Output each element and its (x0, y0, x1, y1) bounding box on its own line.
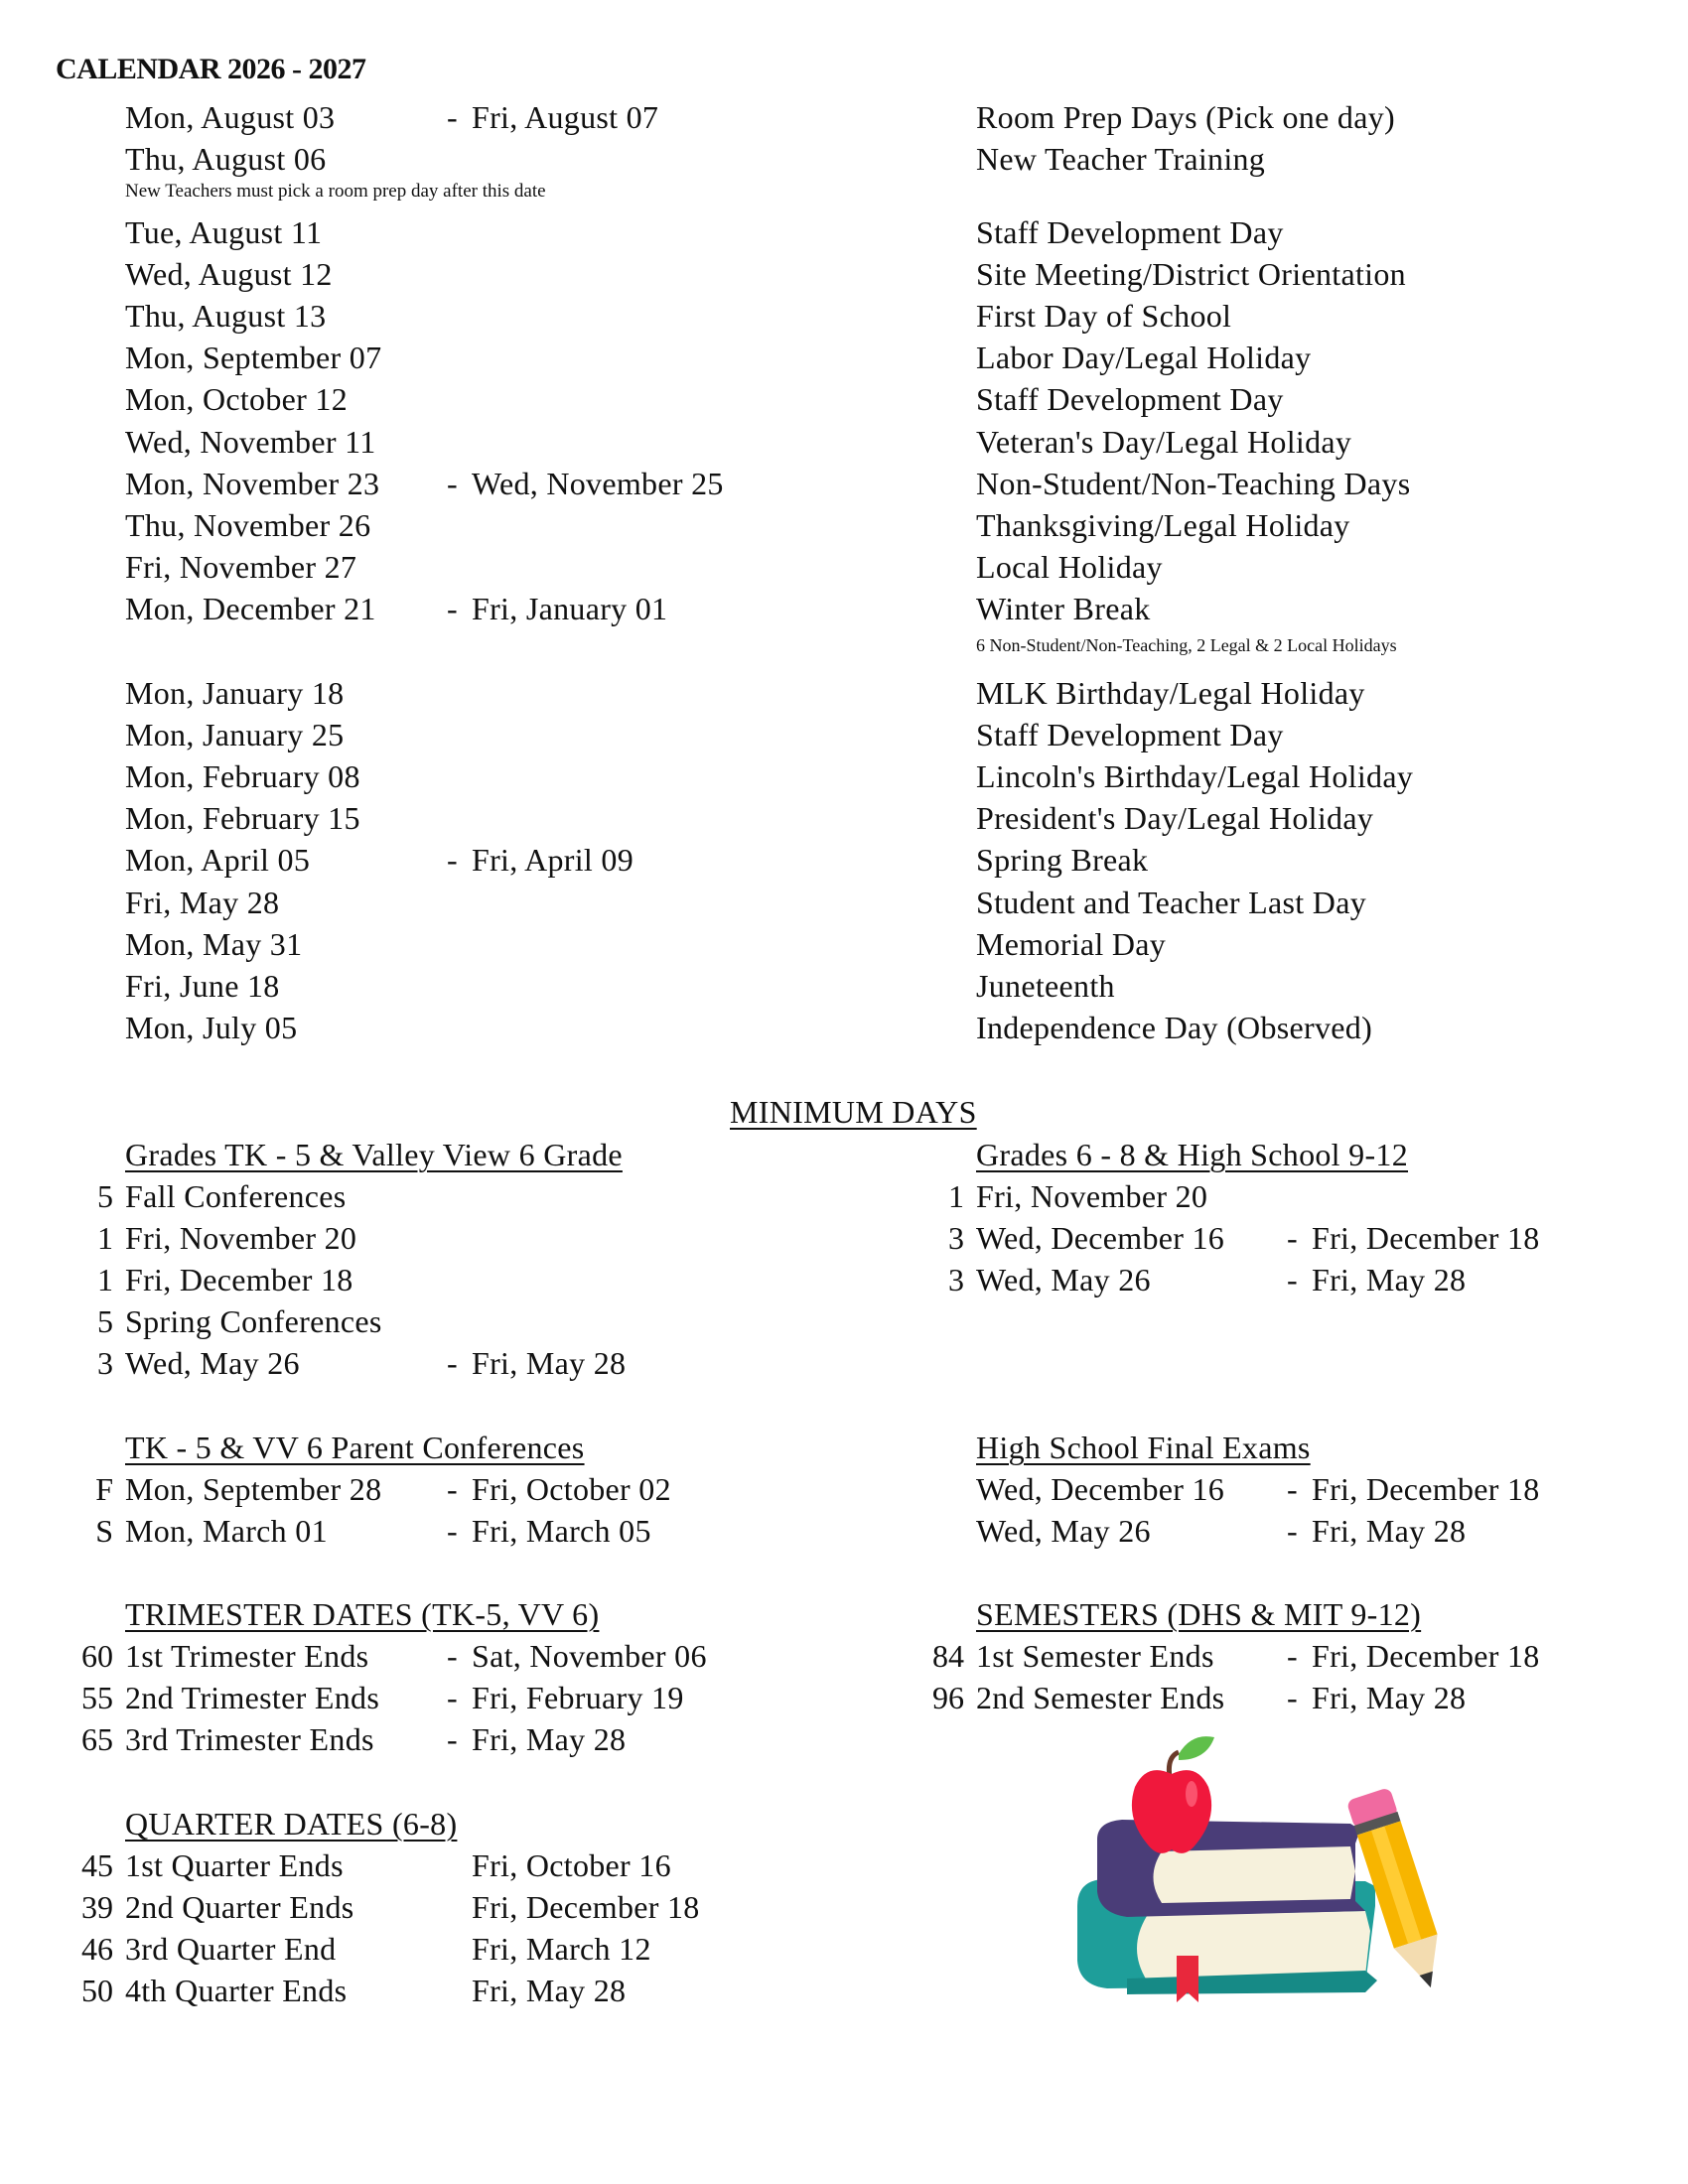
row-date: Fri, October 16 (472, 1847, 671, 1883)
end-date: Wed, November 25 (472, 465, 724, 501)
day-count: 1 (97, 1262, 113, 1298)
day-count: 84 (932, 1638, 964, 1674)
start-date: Thu, November 26 (125, 506, 371, 543)
end-date: Fri, August 07 (472, 99, 659, 135)
new-teachers-note: New Teachers must pick a room prep day after this date (125, 181, 546, 202)
day-count: 96 (932, 1680, 964, 1716)
event-description: Site Meeting/District Orientation (976, 256, 1406, 293)
day-count: 65 (81, 1721, 113, 1758)
start-date: Wed, August 12 (125, 256, 333, 293)
row-label: Fri, December 18 (125, 1262, 353, 1298)
event-description: Juneteenth (976, 967, 1115, 1004)
range-dash: - (447, 1471, 458, 1507)
range-dash: - (1287, 1680, 1298, 1716)
row-label: 1st Quarter Ends (125, 1847, 344, 1883)
day-count: F (95, 1471, 113, 1507)
row-label: 2nd Semester Ends (976, 1680, 1225, 1716)
row-label: Spring Conferences (125, 1303, 382, 1340)
start-date: Thu, August 13 (125, 298, 327, 335)
secondary-heading: Grades 6 - 8 & High School 9-12 (976, 1137, 1409, 1172)
row-label: 3rd Quarter End (125, 1931, 337, 1968)
event-description: Lincoln's Birthday/Legal Holiday (976, 758, 1414, 795)
day-count: 3 (97, 1345, 113, 1382)
range-dash: - (447, 1513, 458, 1550)
quarters-heading: QUARTER DATES (6-8) (125, 1806, 458, 1842)
final-exams-heading: High School Final Exams (976, 1430, 1311, 1465)
end-date: Fri, January 01 (472, 590, 668, 626)
event-description: Staff Development Day (976, 381, 1284, 418)
day-count: 60 (81, 1638, 113, 1674)
range-dash: - (447, 1345, 458, 1382)
row-label: Fall Conferences (125, 1178, 347, 1214)
row-label: Wed, December 16 (976, 1471, 1225, 1507)
start-date: Fri, November 27 (125, 548, 357, 585)
row-label: 2nd Trimester Ends (125, 1680, 380, 1716)
range-dash: - (447, 465, 458, 501)
row-date: Fri, March 12 (472, 1931, 651, 1968)
row-date: Fri, December 18 (472, 1889, 700, 1926)
row-label: Wed, May 26 (125, 1345, 300, 1382)
range-dash: - (447, 1721, 458, 1758)
start-date: Mon, February 08 (125, 758, 360, 795)
day-count: 55 (81, 1680, 113, 1716)
range-dash: - (1287, 1513, 1298, 1550)
start-date: Tue, August 11 (125, 214, 323, 250)
row-label: Mon, September 28 (125, 1471, 382, 1507)
day-count: 3 (948, 1262, 964, 1298)
books-apple-pencil-icon (1067, 1732, 1445, 2010)
row-label: Fri, November 20 (125, 1220, 357, 1257)
row-label: 1st Semester Ends (976, 1638, 1214, 1674)
apple (1132, 1736, 1214, 1853)
day-count: 45 (81, 1847, 113, 1883)
row-date: Fri, February 19 (472, 1680, 684, 1716)
winter-break-note: 6 Non-Student/Non-Teaching, 2 Legal & 2 Local Holidays (976, 635, 1397, 655)
row-date: Fri, December 18 (1312, 1471, 1540, 1507)
row-label: 2nd Quarter Ends (125, 1889, 354, 1926)
start-date: Mon, January 18 (125, 675, 345, 711)
top-book (1097, 1820, 1365, 1917)
day-count: 46 (81, 1931, 113, 1968)
row-date: Fri, March 05 (472, 1513, 651, 1550)
start-date: Mon, November 23 (125, 465, 380, 501)
event-description: Memorial Day (976, 925, 1167, 962)
row-date: Fri, May 28 (1312, 1680, 1467, 1716)
range-dash: - (447, 842, 458, 879)
start-date: Mon, September 07 (125, 340, 382, 376)
start-date: Mon, October 12 (125, 381, 349, 418)
range-dash: - (1287, 1262, 1298, 1298)
row-date: Fri, May 28 (1312, 1262, 1467, 1298)
range-dash: - (447, 590, 458, 626)
row-label: Wed, December 16 (976, 1220, 1225, 1257)
minimum-days-heading: MINIMUM DAYS (730, 1094, 977, 1130)
event-description: President's Day/Legal Holiday (976, 800, 1374, 837)
semesters-heading: SEMESTERS (DHS & MIT 9-12) (976, 1596, 1422, 1632)
start-date: Mon, May 31 (125, 925, 303, 962)
day-count: 1 (948, 1178, 964, 1214)
start-date: Mon, August 03 (125, 99, 336, 135)
event-description: Student and Teacher Last Day (976, 884, 1366, 920)
day-count: 3 (948, 1220, 964, 1257)
row-date: Sat, November 06 (472, 1638, 707, 1674)
event-description: MLK Birthday/Legal Holiday (976, 675, 1365, 711)
day-count: 5 (97, 1303, 113, 1340)
event-description: Room Prep Days (Pick one day) (976, 99, 1395, 135)
row-date: Fri, May 28 (472, 1345, 627, 1382)
row-date: Fri, December 18 (1312, 1220, 1540, 1257)
row-date: Fri, May 28 (1312, 1513, 1467, 1550)
start-date: Mon, July 05 (125, 1009, 298, 1045)
row-label: 1st Trimester Ends (125, 1638, 369, 1674)
event-description: Non-Student/Non-Teaching Days (976, 465, 1411, 501)
row-label: 4th Quarter Ends (125, 1973, 348, 2009)
range-dash: - (1287, 1638, 1298, 1674)
end-date: Fri, April 09 (472, 842, 634, 879)
start-date: Fri, May 28 (125, 884, 280, 920)
trimesters-heading: TRIMESTER DATES (TK-5, VV 6) (125, 1596, 600, 1632)
event-description: Local Holiday (976, 548, 1163, 585)
event-description: Staff Development Day (976, 214, 1284, 250)
start-date: Fri, June 18 (125, 967, 280, 1004)
row-date: Fri, October 02 (472, 1471, 671, 1507)
row-label: Wed, May 26 (976, 1513, 1151, 1550)
event-description: Winter Break (976, 590, 1151, 626)
row-date: Fri, May 28 (472, 1721, 627, 1758)
event-description: Independence Day (Observed) (976, 1009, 1373, 1045)
day-count: 5 (97, 1178, 113, 1214)
row-label: Wed, May 26 (976, 1262, 1151, 1298)
row-date: Fri, December 18 (1312, 1638, 1540, 1674)
row-label: 3rd Trimester Ends (125, 1721, 374, 1758)
row-label: Mon, March 01 (125, 1513, 328, 1550)
start-date: Mon, April 05 (125, 842, 311, 879)
event-description: Veteran's Day/Legal Holiday (976, 423, 1352, 460)
day-count: 50 (81, 1973, 113, 2009)
day-count: 39 (81, 1889, 113, 1926)
start-date: Thu, August 06 (125, 141, 327, 178)
event-description: New Teacher Training (976, 141, 1266, 178)
range-dash: - (447, 99, 458, 135)
event-description: Spring Break (976, 842, 1149, 879)
range-dash: - (447, 1680, 458, 1716)
range-dash: - (447, 1638, 458, 1674)
row-date: Fri, May 28 (472, 1973, 627, 2009)
page-title: CALENDAR 2026 - 2027 (56, 53, 366, 85)
event-description: First Day of School (976, 298, 1232, 335)
event-description: Staff Development Day (976, 717, 1284, 753)
parent-conferences-heading: TK - 5 & VV 6 Parent Conferences (125, 1430, 585, 1465)
row-label: Fri, November 20 (976, 1178, 1208, 1214)
start-date: Mon, January 25 (125, 717, 345, 753)
event-description: Thanksgiving/Legal Holiday (976, 506, 1350, 543)
start-date: Mon, December 21 (125, 590, 376, 626)
event-description: Labor Day/Legal Holiday (976, 340, 1312, 376)
start-date: Wed, November 11 (125, 423, 376, 460)
range-dash: - (1287, 1471, 1298, 1507)
day-count: 1 (97, 1220, 113, 1257)
range-dash: - (1287, 1220, 1298, 1257)
day-count: S (95, 1513, 113, 1550)
elementary-heading: Grades TK - 5 & Valley View 6 Grade (125, 1137, 623, 1172)
start-date: Mon, February 15 (125, 800, 360, 837)
